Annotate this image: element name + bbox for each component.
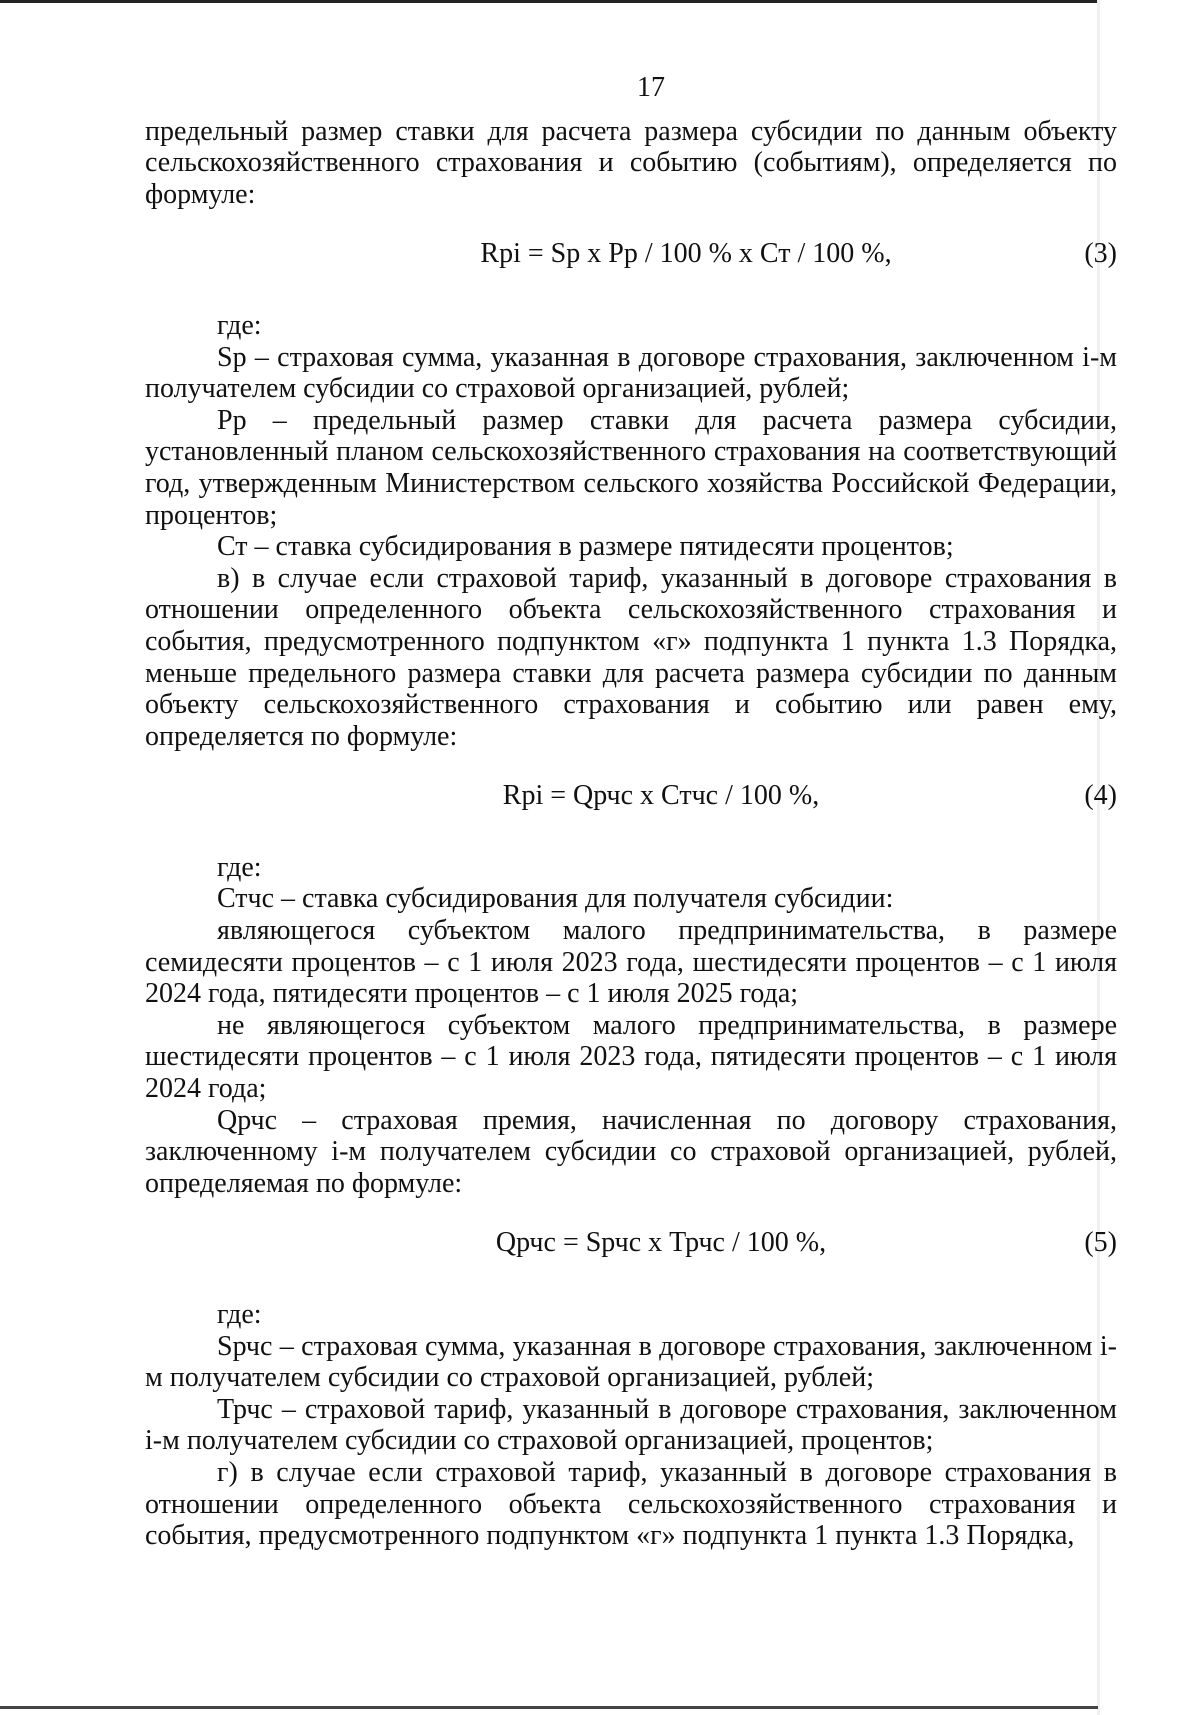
formula-4-number: (4)	[1084, 780, 1117, 812]
stchs-definition: Стчс – ставка субсидирования для получателя субсидии:	[217, 883, 894, 915]
item-g-paragraph: г) в случае если страховой тариф, указанный в договоре страхования в отношении определенного объекта сельскохозяйственного страхования и события, предусмотренного подпунктом «г» подпункта 1 пункта 1.3 Порядка,	[145, 1456, 1117, 1552]
small-business-rates: являющегося субъектом малого предпринимательства, в размере семидесяти процентов – с 1 июля 2023 года, шестидесяти процентов – с 1 июля 2024 года, пятидесяти процентов – с 1 июля 2025 года;	[145, 915, 1117, 1010]
formula-4-expression: Rpi = Qрчс х Стчс / 100 %,	[502, 780, 820, 812]
where-label: где:	[217, 851, 262, 883]
formula-3-expression: Rpi = Sp x Pp / 100 % x Ст / 100 %,	[480, 238, 892, 270]
scan-top-edge	[0, 0, 1098, 3]
where-label: где:	[217, 1299, 262, 1330]
trchs-definition: Трчс – страховой тариф, указанный в договоре страхования, заключенном i-м получателем субсидии со страховой организацией, процентов;	[145, 1393, 1117, 1457]
srchs-definition: Sрчс – страховая сумма, указанная в договоре страхования, заключенном i-м получателем субсидии со страховой организацией, рублей;	[145, 1330, 1117, 1394]
sp-definition: Sp – страховая сумма, указанная в договоре страхования, заключенном i-м получателем субсидии со страховой организацией, рублей;	[145, 341, 1117, 405]
formula-3	[145, 238, 1117, 270]
formula-5	[145, 1227, 1117, 1259]
formula-5-number: (5)	[1084, 1227, 1117, 1259]
document-page	[145, 72, 1117, 1552]
formula-4	[145, 780, 1117, 812]
item-v-paragraph: в) в случае если страховой тариф, указанный в договоре страхования в отношении определенного объекта сельскохозяйственного страхования и события, предусмотренного подпунктом «г» подпункта 1 пункта 1.3 Порядка, меньше предельного размера ставки для расчета размера субсидии по данным объекту сельскохозяйственного страхования и событию или равен ему, определяется по формуле:	[145, 562, 1117, 752]
qrchs-definition: Qрчс – страховая премия, начисленная по договору страхования, заключенному i-м получателем субсидии со страховой организацией, рублей, определяемая по формуле:	[145, 1104, 1117, 1199]
st-definition: Ст – ставка субсидирования в размере пятидесяти процентов;	[217, 531, 954, 563]
scan-bottom-edge	[0, 1706, 1098, 1709]
intro-paragraph: предельный размер ставки для расчета размера субсидии по данным объекту сельскохозяйственного страхования и событию (событиям), определяется по формуле:	[145, 115, 1117, 210]
page-number: 17	[637, 72, 665, 103]
non-small-business-rates: не являющегося субъектом малого предпринимательства, в размере шестидесяти процентов – с 1 июля 2023 года, пятидесяти процентов – с 1 июля 2024 года;	[145, 1009, 1117, 1105]
where-label: где:	[217, 309, 262, 341]
formula-5-expression: Qрчс = Sрчс х Трчс / 100 %,	[495, 1227, 827, 1259]
formula-3-number: (3)	[1084, 238, 1117, 270]
pp-definition: Pp – предельный размер ставки для расчета размера субсидии, установленный планом сельскохозяйственного страхования на соответствующий год, утвержденным Министерством сельского хозяйства Российской Федерации, процентов;	[145, 404, 1117, 531]
